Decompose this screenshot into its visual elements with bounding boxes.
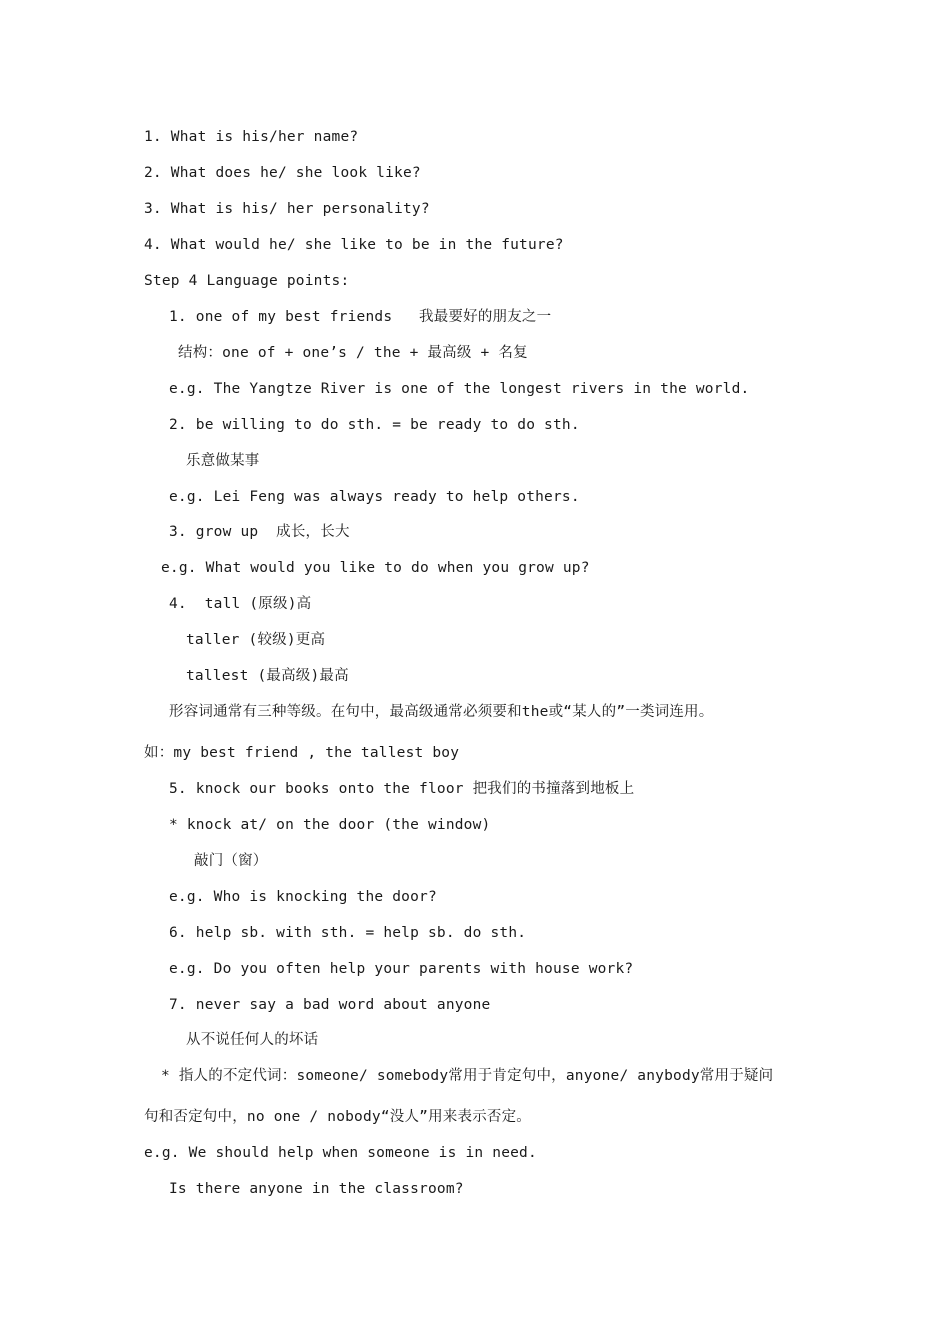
point-7-note-line1: * 指人的不定代词：someone/ somebody常用于肯定句中，anyone/ anybody常用于疑问 (161, 1068, 774, 1084)
point-2-meaning: 乐意做某事 (186, 453, 260, 469)
point-4-note: 形容词通常有三种等级。在句中，最高级通常必须要和the或“某人的”一类词连用。 (169, 704, 714, 720)
point-6: 6. help sb. with sth. = help sb. do sth. (169, 925, 527, 941)
point-1: 1. one of my best friends 我最要好的朋友之一 (169, 309, 552, 325)
point-5-extra: * knock at/ on the door (the window) (169, 817, 491, 833)
point-2: 2. be willing to do sth. = be ready to do sth. (169, 417, 580, 433)
question-4: 4. What would he/ she like to be in the future? (144, 237, 564, 253)
point-5-example: e.g. Who is knocking the door? (169, 889, 437, 905)
point-4: 4. tall (原级)高 (169, 596, 312, 612)
point-5: 5. knock our books onto the floor 把我们的书撞落到地板上 (169, 781, 635, 797)
point-7-example-1: e.g. We should help when someone is in need. (144, 1145, 537, 1161)
point-7-example-2: Is there anyone in the classroom? (169, 1181, 464, 1197)
step4-heading: Step 4 Language points: (144, 273, 350, 289)
point-3: 3. grow up 成长，长大 (169, 524, 350, 540)
point-7: 7. never say a bad word about anyone (169, 997, 491, 1013)
point-6-example: e.g. Do you often help your parents with house work? (169, 961, 634, 977)
point-4-comparative: taller (较级)更高 (186, 632, 326, 648)
point-4-example: 如：my best friend , the tallest boy (144, 745, 460, 761)
point-5-meaning: 敲门（窗） (194, 853, 268, 869)
question-1: 1. What is his/her name? (144, 129, 359, 145)
point-3-example: e.g. What would you like to do when you grow up? (161, 560, 590, 576)
point-7-note-line2: 句和否定句中，no one / nobody“没人”用来表示否定。 (144, 1109, 532, 1125)
point-1-structure: 结构：one of + one’s / the + 最高级 + 名复 (178, 345, 528, 361)
point-1-example: e.g. The Yangtze River is one of the longest rivers in the world. (169, 381, 750, 397)
point-7-meaning: 从不说任何人的坏话 (186, 1032, 319, 1048)
question-3: 3. What is his/ her personality? (144, 201, 430, 217)
point-2-example: e.g. Lei Feng was always ready to help others. (169, 489, 580, 505)
question-2: 2. What does he/ she look like? (144, 165, 421, 181)
point-4-superlative: tallest (最高级)最高 (186, 668, 349, 684)
